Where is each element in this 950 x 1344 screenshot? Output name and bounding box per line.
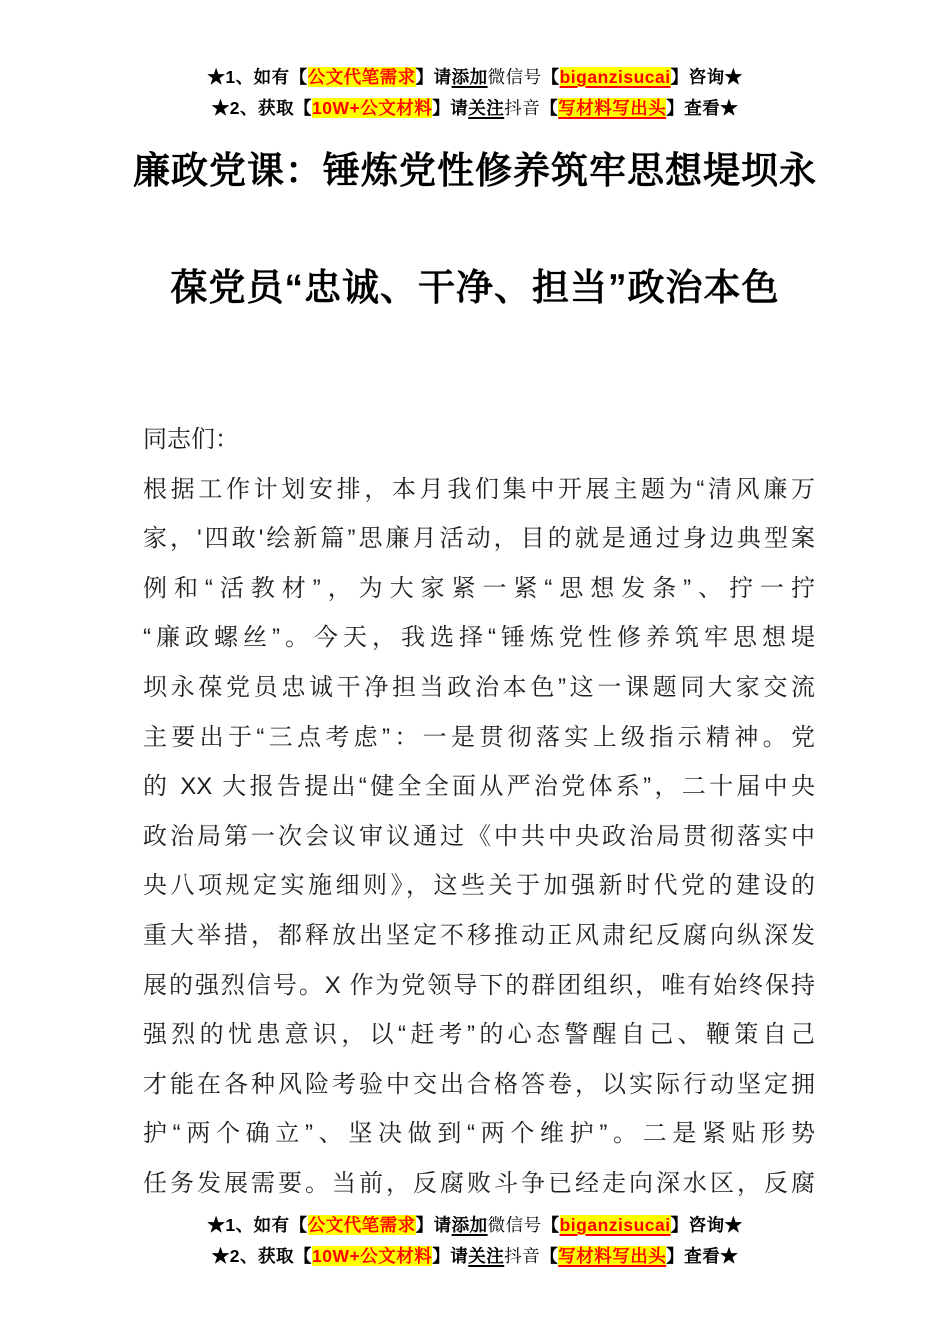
notice-text: ★1、如有【	[207, 67, 308, 87]
notice-underline-add: 添加	[451, 1215, 488, 1235]
promo-notice-bottom	[0, 1210, 950, 1272]
notice-text: 】查看★	[666, 98, 739, 118]
notice-underline-follow: 关注	[468, 98, 505, 118]
notice-text: 抖音	[504, 98, 541, 118]
promo-notice-top-line-2	[0, 93, 950, 124]
notice-douyin-id: 写材料写出头	[558, 98, 667, 118]
notice-text: 【	[541, 67, 560, 87]
notice-text: 【	[541, 1215, 560, 1235]
document-title-line-2: 葆党员“忠诚、干净、担当”政治本色	[170, 267, 780, 308]
notice-highlight-materials: 10W+公文材料	[312, 98, 433, 118]
notice-text: 】咨询★	[670, 1215, 743, 1235]
promo-notice-bottom-line-2	[0, 1241, 950, 1272]
notice-text: 】请	[415, 1215, 452, 1235]
notice-text: 微信号	[487, 1215, 542, 1235]
notice-wechat-id: biganzisucai	[559, 1215, 671, 1235]
body-line: 强烈的忧患意识，以“赶考”的心态警醒自己、鞭策自己	[143, 1021, 815, 1049]
notice-text: ★2、获取【	[211, 98, 313, 118]
body-line: 重大举措，都释放出坚定不移推动正风肃纪反腐向纵深发	[143, 921, 815, 949]
notice-text: 】请	[415, 67, 452, 87]
notice-text: 【	[540, 1246, 559, 1266]
notice-highlight-materials: 10W+公文材料	[312, 1246, 433, 1266]
notice-highlight-service: 公文代笔需求	[307, 1215, 416, 1235]
body-greeting: 同志们：	[143, 426, 239, 453]
body-line: 护“两个确立”、坚决做到“两个维护”。二是紧贴形势	[143, 1120, 815, 1148]
document-body	[143, 415, 815, 1209]
notice-text: 】咨询★	[670, 67, 743, 87]
body-line: 政治局第一次会议审议通过《中共中央政治局贯彻落实中	[143, 822, 815, 850]
body-line: 央八项规定实施细则》，这些关于加强新时代党的建设的	[143, 872, 815, 900]
body-line: 例和“活教材”，为大家紧一紧“思想发条”、拧一拧	[143, 574, 815, 602]
notice-text: 微信号	[487, 67, 542, 87]
notice-wechat-id: biganzisucai	[559, 67, 671, 87]
notice-douyin-id: 写材料写出头	[558, 1246, 667, 1266]
body-line: “廉政螺丝”。今天，我选择“锤炼党性修养筑牢思想堤	[143, 624, 815, 652]
body-line: 任务发展需要。当前，反腐败斗争已经走向深水区，反腐	[143, 1169, 815, 1197]
notice-text: ★1、如有【	[207, 1215, 308, 1235]
document-title-line-1: 廉政党课：锤炼党性修养筑牢思想堤坝永	[133, 150, 817, 191]
notice-text: 【	[540, 98, 559, 118]
body-line: 根据工作计划安排，本月我们集中开展主题为“清风廉万	[143, 475, 815, 503]
notice-text: 】请	[432, 1246, 469, 1266]
body-line: 家，'四敢'绘新篇”思廉月活动，目的就是通过身边典型案	[143, 525, 815, 553]
body-line: 的 XX 大报告提出“健全全面从严治党体系”，二十届中央	[143, 773, 815, 801]
notice-highlight-service: 公文代笔需求	[307, 67, 416, 87]
promo-notice-top	[0, 62, 950, 124]
promo-notice-bottom-line-1	[0, 1210, 950, 1241]
notice-text: 】请	[432, 98, 469, 118]
notice-underline-follow: 关注	[468, 1246, 505, 1266]
notice-text: 抖音	[504, 1246, 541, 1266]
body-line: 展的强烈信号。X 作为党领导下的群团组织，唯有始终保持	[143, 971, 815, 999]
notice-text: ★2、获取【	[211, 1246, 313, 1266]
body-line: 主要出于“三点考虑”：一是贯彻落实上级指示精神。党	[143, 723, 815, 751]
body-line: 才能在各种风险考验中交出合格答卷，以实际行动坚定拥	[143, 1070, 815, 1098]
notice-underline-add: 添加	[451, 67, 488, 87]
promo-notice-top-line-1	[0, 62, 950, 93]
notice-text: 】查看★	[666, 1246, 739, 1266]
body-line: 坝永葆党员忠诚干净担当政治本色”这一课题同大家交流	[143, 673, 815, 701]
